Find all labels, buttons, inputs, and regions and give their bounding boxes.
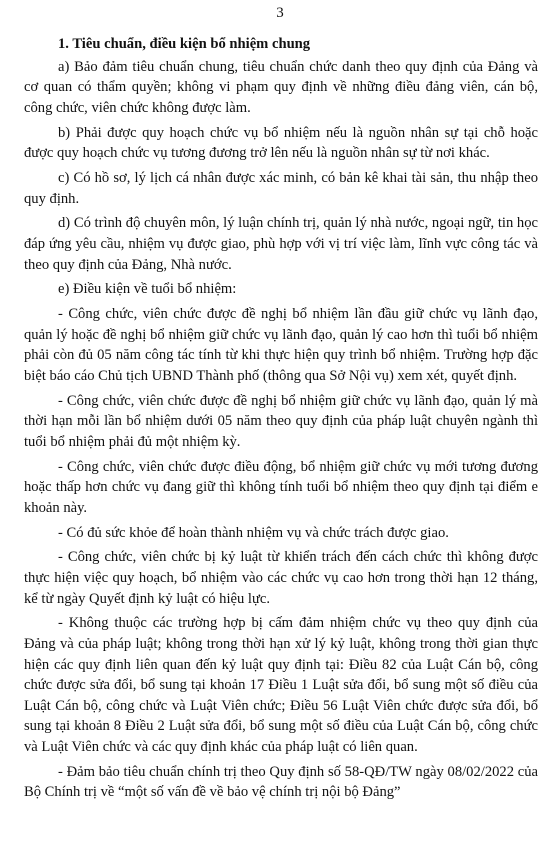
prohibition-condition: - Không thuộc các trường hợp bị cấm đảm nhiệm chức vụ theo quy định của Đảng và của pháp luật; không trong thời hạn xử lý kỷ luật, không trong thời gian thực hiện các quy định liên quan đến kỷ luật quy định tại: Điều 82 của Luật Cán bộ, công chức được sửa đổi, bổ sung tại khoản 17 Điều 1 Luật sửa đổi, bổ sung một số điều của Luật Cán bộ, công chức và Luật Viên chức; Điều 56 Luật Viên chức được sửa đổi, bổ sung tại khoản 8 Điều 2 Luật sửa đổi, bổ sung một số điều của Luật Cán bộ, công chức và Luật Viên chức và các quy định khác của pháp luật có liên quan. [24,615,538,755]
discipline-condition: - Công chức, viên chức bị kỷ luật từ khiển trách đến cách chức thì không được thực hiện việc quy hoạch, bổ nhiệm vào các chức vụ cao hơn trong thời hạn 12 tháng, kể từ ngày Quyết định kỷ luật có hiệu lực. [24,549,538,607]
health-condition: - Có đủ sức khỏe để hoàn thành nhiệm vụ và chức trách được giao. [58,524,449,541]
age-condition-transfer: - Công chức, viên chức được điều động, bổ nhiệm giữ chức vụ mới tương đương hoặc thấp hơn chức vụ đang giữ thì không tính tuổi bổ nhiệm theo quy định tại điểm e khoản này. [24,458,538,516]
paragraph-c: c) Có hồ sơ, lý lịch cá nhân được xác minh, có bản kê khai tài sản, thu nhập theo quy định. [24,169,538,207]
paragraph-e: e) Điều kiện về tuổi bổ nhiệm: [58,281,237,298]
political-standard: - Đảm bảo tiêu chuẩn chính trị theo Quy định số 58-QĐ/TW ngày 08/02/2022 của Bộ Chính trị về “một số vấn đề về bảo vệ chính trị nội bộ Đảng” [24,763,538,801]
paragraph-d: d) Có trình độ chuyên môn, lý luận chính trị, quản lý nhà nước, ngoại ngữ, tin học đáp ứng yêu cầu, nhiệm vụ được giao, phù hợp với vị trí việc làm, lĩnh vực công tác và theo quy định của Đảng, Nhà nước. [24,215,538,273]
age-condition-first-appointment: - Công chức, viên chức được đề nghị bổ nhiệm lần đầu giữ chức vụ lãnh đạo, quản lý hoặc đề nghị bổ nhiệm giữ chức vụ lãnh đạo, quản lý cao hơn thì tuổi bổ nhiệm phải còn đủ 05 năm công tác tính từ khi thực hiện quy trình bổ nhiệm. Trường hợp đặc biệt báo cáo Chủ tịch UBND Thành phố (thông qua Sở Nội vụ) xem xét, quyết định. [24,306,538,384]
paragraph-a: a) Bảo đảm tiêu chuẩn chung, tiêu chuẩn chức danh theo quy định của Đảng và cơ quan có thẩm quyền; không vi phạm quy định về những điều đảng viên, cán bộ, công chức, viên chức không được làm. [24,58,538,116]
age-condition-short-term: - Công chức, viên chức được đề nghị bổ nhiệm giữ chức vụ lãnh đạo, quản lý mà thời hạn mỗi lần bổ nhiệm dưới 05 năm theo quy định của pháp luật chuyên ngành thì tuổi bổ nhiệm phải đủ một nhiệm kỳ. [24,392,538,450]
page-number: 3 [276,5,284,21]
document-body [24,34,538,803]
paragraph-b: b) Phải được quy hoạch chức vụ bổ nhiệm nếu là nguồn nhân sự tại chỗ hoặc được quy hoạch chức vụ tương đương trở lên nếu là nguồn nhân sự từ nơi khác. [24,124,538,162]
section-heading: 1. Tiêu chuẩn, điều kiện bổ nhiệm chung [58,36,311,52]
